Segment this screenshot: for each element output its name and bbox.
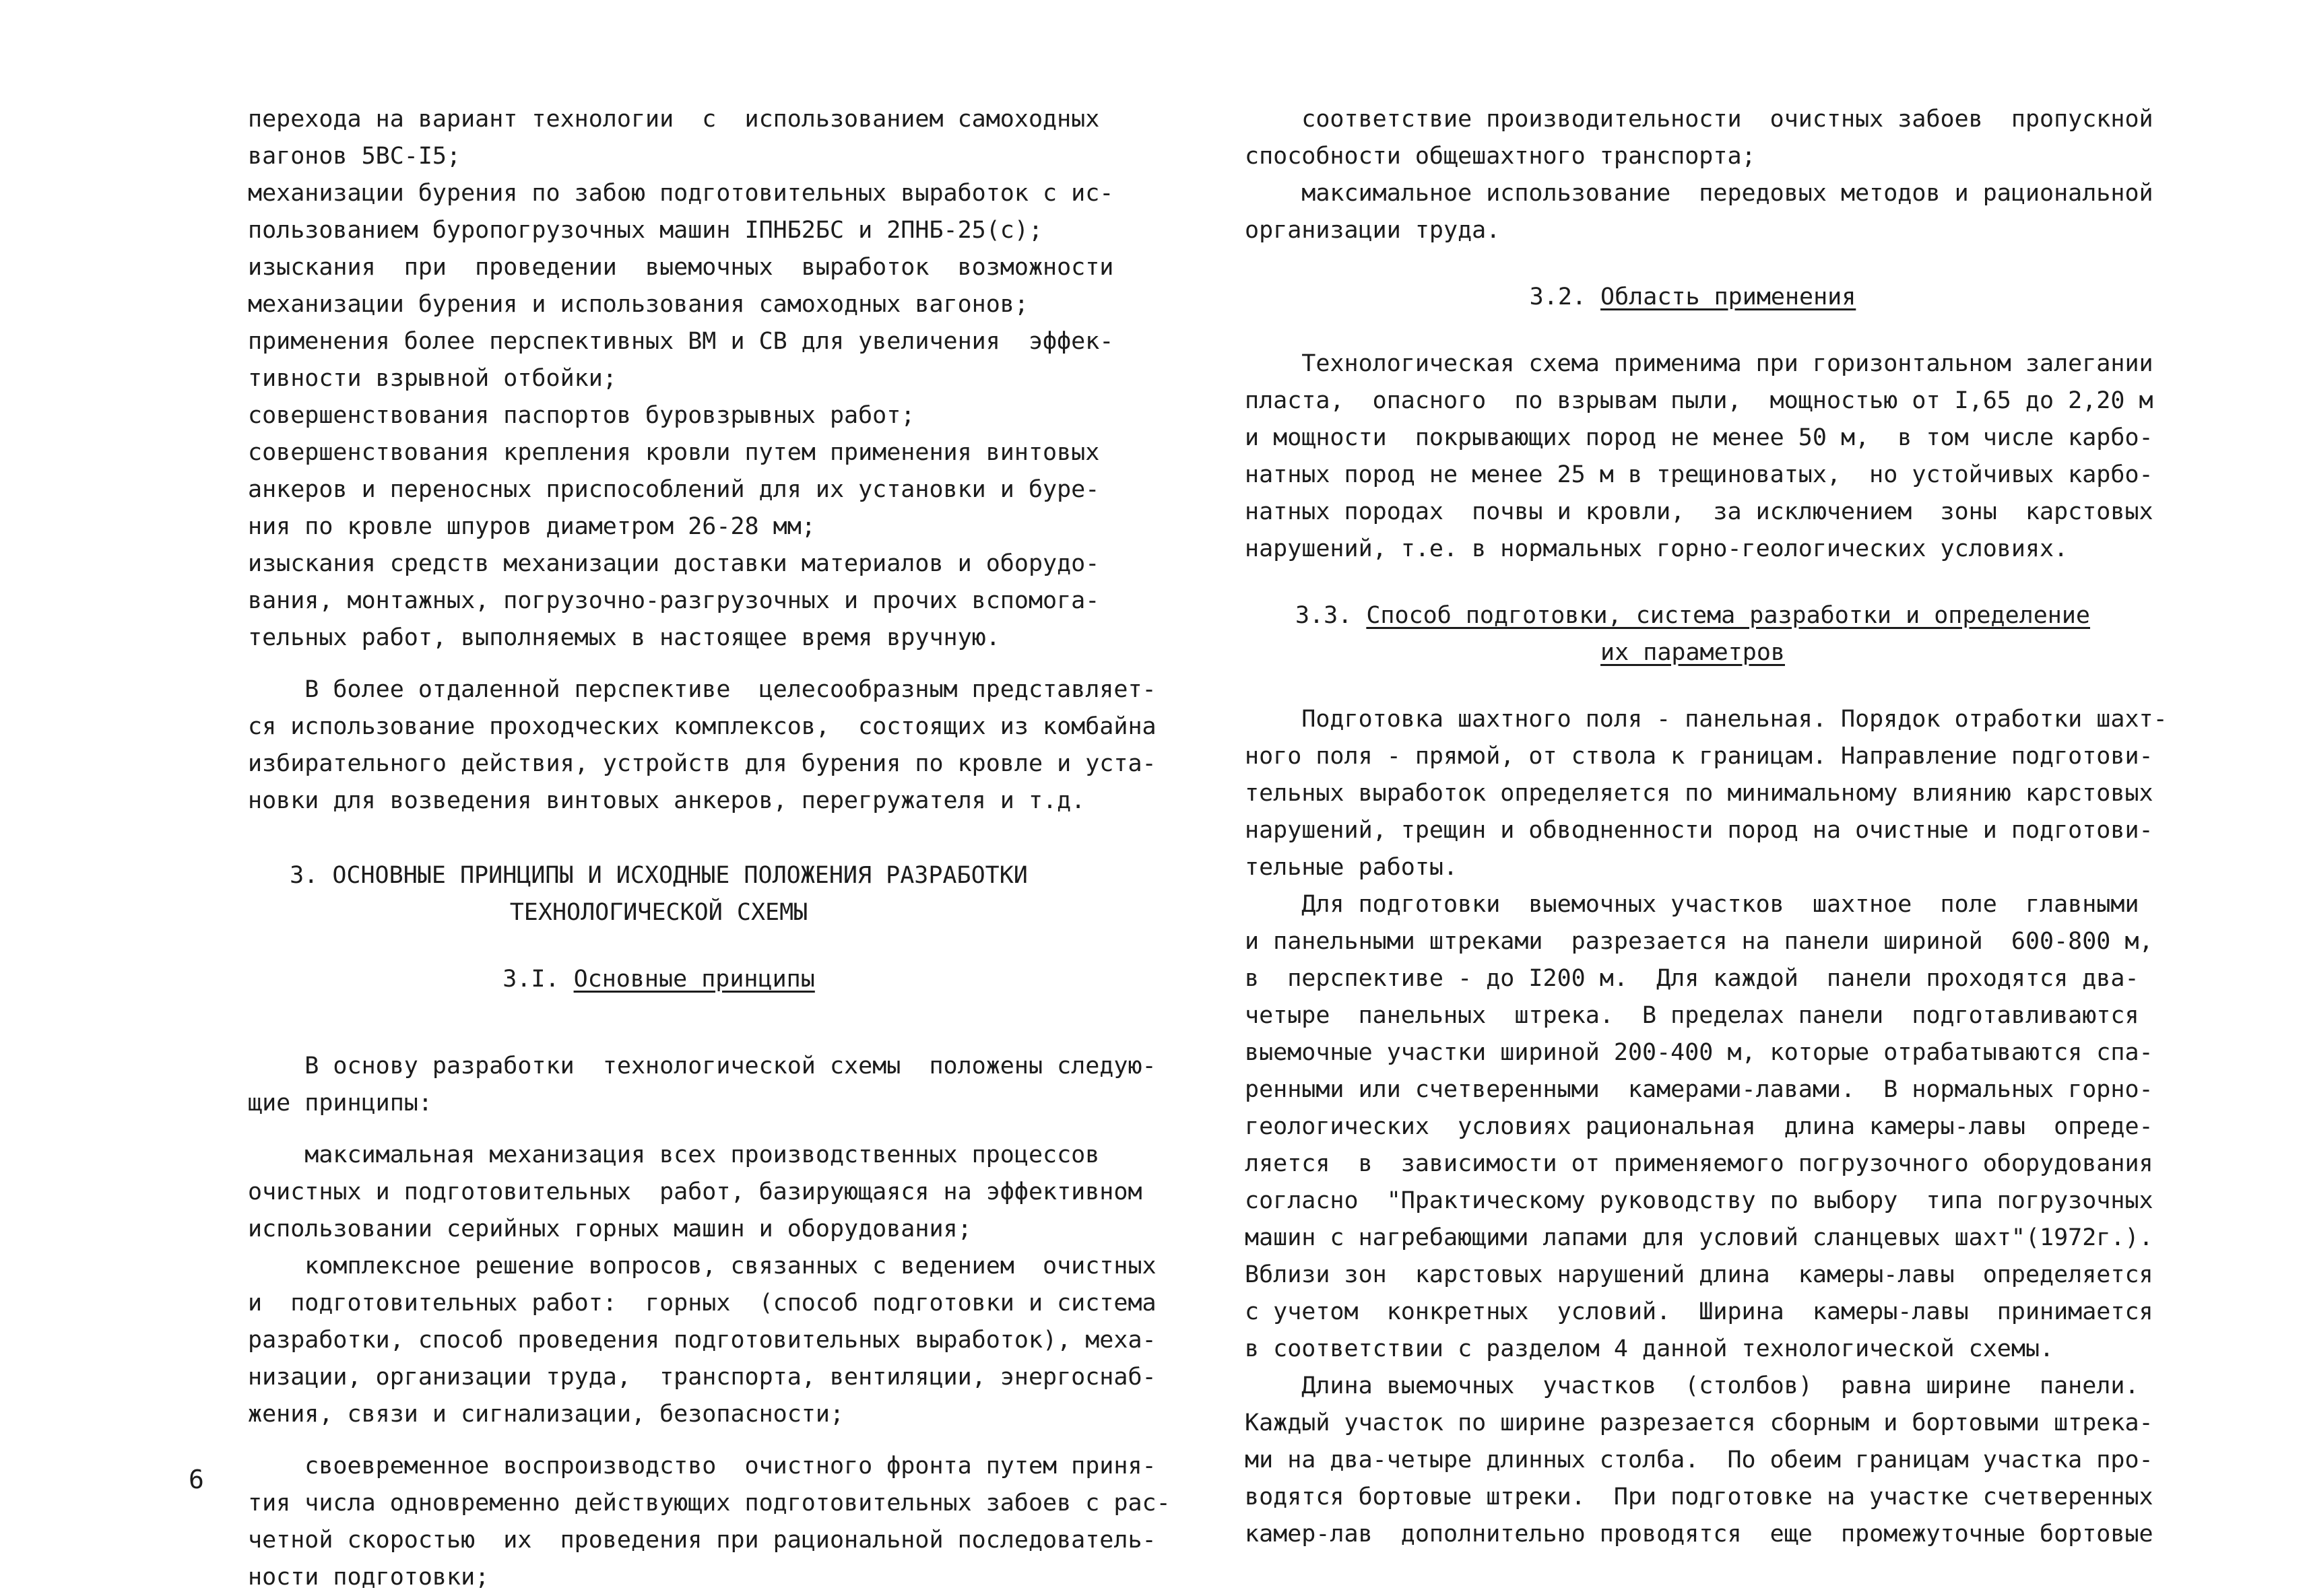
- section-3-heading-line2: ТЕХНОЛОГИЧЕСКОЙ СХЕМЫ: [509, 899, 808, 926]
- text-line: тия числа одновременно действующих подготовительных забоев с рас-: [248, 1490, 1171, 1517]
- text-line: очистных и подготовительных работ, базирующаяся на эффективном: [248, 1178, 1142, 1205]
- text-line: В основу разработки технологической схемы положены следую-: [248, 1053, 1157, 1079]
- text-line: вания, монтажных, погрузочно-разгрузочных и прочих вспомога-: [248, 587, 1100, 614]
- right-page: [1245, 101, 2168, 1553]
- section-3-2-heading: [1245, 279, 2141, 316]
- spacer: [248, 820, 1070, 857]
- preparation-paragraph-2: [1245, 886, 2153, 1368]
- spacer: [248, 998, 1070, 1048]
- text-line: Длина выемочных участков (столбов) равна ширине панели.: [1245, 1372, 2139, 1399]
- text-line: натных породах почвы и кровли, за исключением зоны карстовых: [1245, 498, 2153, 525]
- text-line: жения, связи и сигнализации, безопасности;: [248, 1401, 845, 1428]
- text-line: ренными или счетверенными камерами-лавами. В нормальных горно-: [1245, 1076, 2153, 1103]
- text-line: новки для возведения винтовых анкеров, перегружателя и т.д.: [248, 787, 1086, 814]
- principles-intro: [248, 1048, 1157, 1122]
- section-3-2-title: Область применения: [1600, 284, 1856, 310]
- preparation-paragraph-3: [1245, 1368, 2153, 1553]
- text-line: соответствие производительности очистных забоев пропускной: [1245, 106, 2153, 133]
- text-line: Технологическая схема применима при горизонтальном залегании: [1245, 350, 2153, 377]
- text-line: тельные работы.: [1245, 854, 1458, 881]
- text-line: В более отдаленной перспективе целесообразным представляет-: [248, 676, 1157, 703]
- principle-3: [248, 1448, 1171, 1596]
- text-line: пользованием буропогрузочных машин IПНБ2БС и 2ПНБ-25(с);: [248, 217, 1043, 244]
- section-3-1-heading: [248, 961, 1070, 998]
- text-line: механизации бурения по забою подготовительных выработок с ис-: [248, 180, 1114, 207]
- text-line: Каждый участок по ширине разрезается сборным и бортовыми штрека-: [1245, 1409, 2153, 1436]
- text-line: пласта, опасного по взрывам пыли, мощностью от I,65 до 2,20 м: [1245, 387, 2153, 414]
- text-line: ного поля - прямой, от ствола к границам. Направление подготови-: [1245, 743, 2153, 770]
- spacer: [1245, 249, 2141, 279]
- section-3-3-heading-line1: [1245, 597, 2141, 634]
- page-number: 6: [189, 1465, 204, 1494]
- text-line: геологических условиях рациональная длина камеры-лавы опреде-: [1245, 1113, 2153, 1140]
- text-line: вагонов 5ВС-I5;: [248, 143, 461, 170]
- text-line: изыскания средств механизации доставки материалов и оборудо-: [248, 550, 1100, 577]
- section-3-heading-line1: 3. ОСНОВНЫЕ ПРИНЦИПЫ И ИСХОДНЫЕ ПОЛОЖЕНИЯ РАЗРАБОТКИ: [290, 862, 1028, 889]
- preparation-paragraph-1: [1245, 701, 2168, 886]
- spacer: [248, 1433, 1070, 1448]
- text-line: совершенствования крепления кровли путем применения винтовых: [248, 439, 1100, 466]
- text-line: нарушений, трещин и обводненности пород на очистные и подготови-: [1245, 817, 2153, 844]
- text-line: натных пород не менее 25 м в трещиноватых, но устойчивых карбо-: [1245, 461, 2153, 488]
- principle-1: [248, 1137, 1142, 1248]
- text-line: анкеров и переносных приспособлений для их установки и буре-: [248, 476, 1100, 503]
- section-3-1-number: 3.I.: [502, 966, 574, 993]
- section-3-1-title: Основные принципы: [573, 966, 815, 993]
- text-line: Для подготовки выемочных участков шахтное поле главными: [1245, 891, 2139, 918]
- text-line: изыскания при проведении выемочных выработок возможности: [248, 254, 1114, 281]
- section-3-3-title-line1: Способ подготовки, система разработки и определение: [1366, 602, 2091, 629]
- text-line: использовании серийных горных машин и оборудования;: [248, 1216, 972, 1242]
- text-line: выемочные участки шириной 200-400 м, которые отрабатываются спа-: [1245, 1039, 2153, 1066]
- section-3-2-number: 3.2.: [1529, 284, 1601, 310]
- text-line: совершенствования паспортов буровзрывных работ;: [248, 402, 915, 429]
- section-3-3-number: 3.3.: [1295, 602, 1367, 629]
- text-line: тивности взрывной отбойки;: [248, 365, 617, 392]
- spacer: [1245, 316, 2141, 345]
- text-line: четной скоростью их проведения при рациональной последователь-: [248, 1527, 1157, 1554]
- text-line: Подготовка шахтного поля - панельная. Порядок отработки шахт-: [1245, 706, 2168, 733]
- text-line: в перспективе - до I200 м. Для каждой панели проходятся два-: [1245, 965, 2139, 992]
- text-line: машин с нагребающими лапами для условий сланцевых шахт"(1972г.).: [1245, 1224, 2153, 1251]
- text-line: и мощности покрывающих пород не менее 50 м, в том числе карбо-: [1245, 424, 2153, 451]
- text-line: механизации бурения и использования самоходных вагонов;: [248, 291, 1029, 318]
- section-3-3-heading-line2: [1245, 634, 2141, 671]
- principles-continuation: [1245, 101, 2153, 249]
- section-3-heading: [248, 857, 1070, 931]
- text-line: ся использование проходческих комплексов, состоящих из комбайна: [248, 713, 1157, 740]
- text-line: ми на два-четыре длинных столба. По обеим границам участка про-: [1245, 1447, 2153, 1473]
- modernization-list: [248, 101, 1114, 657]
- text-line: ляется в зависимости от применяемого погрузочного оборудования: [1245, 1150, 2153, 1177]
- scope-paragraph: [1245, 345, 2153, 568]
- text-line: избирательного действия, устройств для бурения по кровле и уста-: [248, 750, 1157, 777]
- text-line: применения более перспективных ВМ и СВ для увеличения эффек-: [248, 328, 1114, 355]
- text-line: и панельными штреками разрезается на панели шириной 600-800 м,: [1245, 928, 2153, 955]
- text-line: максимальная механизация всех производственных процессов: [248, 1141, 1100, 1168]
- spacer: [248, 1122, 1070, 1137]
- text-line: нарушений, т.е. в нормальных горно-геологических условиях.: [1245, 535, 2069, 562]
- left-page: [248, 101, 1171, 1596]
- text-line: и подготовительных работ: горных (способ подготовки и система: [248, 1290, 1157, 1317]
- text-line: Вблизи зон карстовых нарушений длина камеры-лавы определяется: [1245, 1261, 2153, 1288]
- text-line: четыре панельных штрека. В пределах панели подготавливаются: [1245, 1002, 2139, 1029]
- text-line: с учетом конкретных условий. Ширина камеры-лавы принимается: [1245, 1298, 2153, 1325]
- text-line: в соответствии с разделом 4 данной технологической схемы.: [1245, 1335, 2054, 1362]
- principle-2: [248, 1248, 1157, 1433]
- spacer: [1245, 671, 2141, 701]
- text-line: водятся бортовые штреки. При подготовке на участке счетверенных: [1245, 1484, 2153, 1510]
- spacer: [248, 657, 1070, 671]
- text-line: разработки, способ проведения подготовительных выработок), меха-: [248, 1327, 1157, 1354]
- text-line: комплексное решение вопросов, связанных с ведением очистных: [248, 1253, 1157, 1279]
- section-3-3-title-line2: их параметров: [1600, 639, 1785, 666]
- text-line: способности общешахтного транспорта;: [1245, 143, 1756, 170]
- text-line: организации труда.: [1245, 217, 1501, 244]
- text-line: низации, организации труда, транспорта, вентиляции, энергоснаб-: [248, 1364, 1157, 1391]
- text-line: ния по кровле шпуров диаметром 26-28 мм;: [248, 513, 816, 540]
- text-line: ности подготовки;: [248, 1564, 490, 1591]
- spacer: [248, 931, 1070, 961]
- perspective-paragraph: [248, 671, 1157, 820]
- text-line: своевременное воспроизводство очистного фронта путем приня-: [248, 1453, 1157, 1479]
- text-line: максимальное использование передовых методов и рациональной: [1245, 180, 2153, 207]
- text-line: перехода на вариант технологии с использованием самоходных: [248, 106, 1100, 133]
- text-line: тельных выработок определяется по минимальному влиянию карстовых: [1245, 780, 2153, 807]
- spacer: [1245, 568, 2141, 597]
- text-line: щие принципы:: [248, 1090, 432, 1117]
- section-3-3-heading: [1245, 597, 2141, 671]
- text-line: камер-лав дополнительно проводятся еще промежуточные бортовые: [1245, 1521, 2153, 1548]
- text-line: согласно "Практическому руководству по выбору типа погрузочных: [1245, 1187, 2153, 1214]
- text-line: тельных работ, выполняемых в настоящее время вручную.: [248, 624, 1000, 651]
